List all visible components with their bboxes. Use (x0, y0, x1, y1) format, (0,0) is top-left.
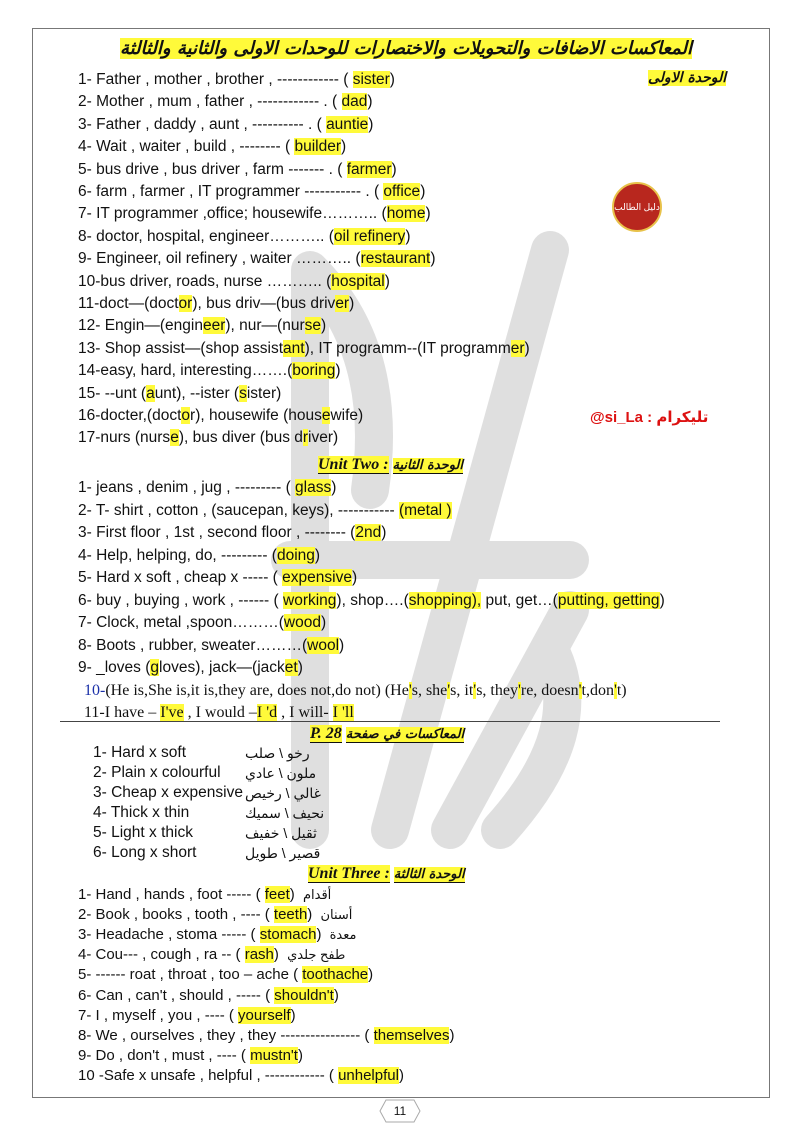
item-number: 9- (78, 1046, 92, 1064)
item-text: Headache , stoma ----- ( (91, 926, 260, 944)
item-number: 16- (78, 407, 101, 424)
item-text: ) (339, 636, 345, 654)
highlighted-answer: farmer (346, 160, 392, 178)
highlighted-answer: (metal ) (398, 501, 452, 519)
item-text: ) (391, 160, 397, 178)
highlighted-answer: shopping), (408, 591, 482, 609)
arabic-note: أسنان (320, 907, 353, 923)
item-number: 5- (78, 966, 92, 984)
list-item (78, 361, 341, 381)
highlighted-answer: feet (264, 886, 290, 903)
list-item (78, 92, 373, 112)
highlighted-answer: shouldn't (274, 986, 334, 1004)
highlighted-answer: glass (295, 479, 332, 496)
highlighted-answer: putting, getting (557, 591, 660, 609)
highlighted-answer: mustn't (250, 1046, 298, 1064)
item-text: ) (430, 250, 436, 268)
item-text: bus driver, roads, nurse ……….. ( (100, 272, 332, 290)
arabic-translation: رخو \ صلب (245, 745, 310, 761)
item-number: 6- (78, 183, 92, 200)
highlighted-answer: toothache (302, 966, 369, 984)
item-text: unt), --ister ( (154, 384, 240, 402)
opposite-item (93, 743, 310, 763)
arabic-translation: غالي \ رخيص (245, 785, 321, 801)
item-number: 5- (78, 160, 92, 178)
highlighted-answer: er (335, 295, 350, 312)
item-number: 2- (78, 93, 92, 111)
item-text: Hard x soft , cheap x ----- ( (91, 569, 283, 586)
list-item (78, 546, 320, 566)
item-number: 6- (93, 844, 107, 861)
highlighted-answer: working (283, 591, 337, 609)
item-number: 2- (93, 764, 107, 781)
item-number: 8- (78, 636, 92, 654)
item-number: 3- (93, 784, 107, 801)
item-text: T- shirt , cotton , (saucepan, keys), ----------- (91, 501, 399, 519)
highlighted-answer: boring (292, 362, 336, 380)
item-text: Boots , rubber, sweater………( (91, 636, 308, 654)
list-item (78, 613, 326, 633)
item-number: 4- (78, 546, 92, 564)
item-text: s, she (411, 682, 448, 699)
arabic-translation: قصير \ طويل (245, 845, 321, 861)
item-text: ) (384, 272, 390, 290)
highlighted-answer: sister (352, 71, 390, 88)
item-text: , I will- (277, 704, 333, 721)
list-item (78, 591, 665, 611)
highlighted-answer: or (178, 295, 193, 312)
list-item (78, 384, 281, 404)
unit-three-heading: Unit Three : الوحدة الثالثة (308, 865, 465, 882)
highlighted-answer: hospital (331, 272, 385, 290)
short-forms-line (84, 703, 354, 723)
item-text: Engineer, oil refinery , waiter ……….. ( (91, 250, 361, 268)
list-item (78, 905, 352, 925)
item-number: 1- (78, 479, 92, 496)
item-text: Hand , hands , foot ----- ( (91, 886, 265, 903)
item-text: _loves ( (91, 659, 151, 676)
list-item (78, 70, 395, 90)
item-text: ) (307, 906, 317, 924)
item-number: 7- (78, 205, 92, 223)
item-text: ) (420, 183, 426, 200)
item-text: buy , buying , work , ------ ( (91, 591, 283, 609)
list-item (78, 204, 431, 224)
item-text: easy, hard, interesting…….( (100, 362, 293, 380)
item-text: I have – (104, 704, 161, 721)
item-text: ) (320, 317, 327, 335)
highlighted-answer: g (150, 659, 160, 676)
item-text: Long x short (106, 844, 197, 861)
item-text: Book , books , tooth , ---- ( (91, 906, 274, 924)
item-number: 9- (78, 250, 92, 268)
highlighted-answer: ' (408, 682, 412, 699)
item-number: 2- (78, 501, 92, 519)
item-text: First floor , 1st , second floor , -------- ( (91, 524, 356, 541)
item-text: ), nur—(nur (225, 317, 305, 335)
item-number: 3- (78, 115, 92, 133)
item-text: ) (297, 659, 303, 676)
list-item (78, 1026, 454, 1046)
item-text: ) (331, 479, 337, 496)
opposite-item (93, 803, 325, 823)
highlighted-answer: doing (276, 546, 315, 564)
item-text: ) (290, 1006, 296, 1024)
arabic-translation: نحيف \ سميك (245, 805, 325, 821)
item-number: 17- (78, 429, 101, 447)
telegram-handle: @si_La : تليكرام (590, 409, 709, 426)
item-text: Do , don't , must , ---- ( (91, 1046, 251, 1064)
item-text: We , ourselves , they , they ---------------- ( (91, 1026, 374, 1044)
opposite-item (93, 763, 317, 783)
list-item (78, 523, 386, 543)
item-number: 5- (93, 824, 107, 841)
item-text: s, it (450, 682, 474, 699)
item-text: ister) (246, 384, 282, 402)
item-text: ) (368, 115, 374, 133)
highlighted-answer: wool (307, 636, 340, 654)
item-text: wife) (330, 407, 364, 424)
item-text: Cheap x expensive (106, 784, 243, 801)
arabic-translation: ملون \ عادي (245, 765, 317, 781)
highlighted-answer: I 'll (332, 704, 354, 721)
list-item (78, 658, 303, 678)
item-text: loves), jack—(jack (159, 659, 285, 676)
highlighted-answer: s (239, 384, 247, 402)
highlighted-answer: o (181, 407, 191, 424)
item-text: ) (297, 1046, 303, 1064)
list-item (78, 1066, 404, 1086)
highlighted-answer: themselves (373, 1026, 450, 1044)
item-text: jeans , denim , jug , --------- ( (91, 479, 296, 496)
item-text: ) (389, 71, 395, 88)
arabic-translation: ثقيل \ خفيف (245, 825, 317, 841)
item-text: s, they (476, 682, 518, 699)
item-number: 10- (78, 272, 101, 290)
item-text: ) (340, 138, 347, 156)
item-number: 6- (78, 591, 92, 609)
item-number: 3- (78, 926, 92, 944)
arabic-note: طفح جلدي (287, 947, 346, 963)
item-number: 5- (78, 569, 92, 586)
item-text: ) (316, 926, 326, 944)
list-item (78, 115, 373, 135)
item-text: ) (349, 295, 355, 312)
item-text: Father , mother , brother , ------------ ( (91, 71, 353, 88)
item-number: 7- (78, 1006, 92, 1024)
item-text: put, get…( (481, 591, 558, 609)
item-number: 3- (78, 524, 92, 541)
opposite-item (93, 843, 321, 863)
item-number: 1- (93, 744, 107, 761)
highlighted-answer: expensive (282, 569, 352, 586)
highlighted-answer: home (386, 205, 426, 223)
item-text: ), IT programm--(IT programm (304, 339, 511, 357)
opposite-item (93, 783, 321, 803)
item-number: 10 (78, 1066, 95, 1084)
item-text: (He is,She is,it is,they are, does not,do not) (He (105, 682, 409, 699)
highlighted-answer: a (146, 384, 155, 402)
list-item (78, 182, 425, 202)
highlighted-answer: I've (160, 704, 184, 721)
item-text: Mother , mum , father , ------------ . ( (91, 93, 342, 111)
item-text: ) (289, 886, 299, 903)
page-title: المعاكسات الاضافات والتحويلات والاختصارات للوحدات الاولى والثانية والثالثة (119, 38, 693, 59)
list-item (78, 925, 356, 945)
item-text: ) (425, 205, 431, 223)
item-text: Engin—(engin (100, 317, 203, 335)
list-item (78, 227, 411, 247)
item-number: 10- (84, 682, 106, 699)
item-number: 4- (78, 946, 92, 964)
list-item (78, 316, 326, 336)
highlighted-answer: ' (578, 682, 582, 699)
list-item (78, 986, 339, 1006)
item-text: Thick x thin (106, 804, 190, 821)
item-number: 6- (78, 986, 92, 1004)
list-item (78, 568, 357, 588)
item-number: 7- (78, 614, 92, 631)
highlighted-answer: se (304, 317, 321, 335)
item-text: ) (367, 93, 373, 111)
unit-two-heading: Unit Two : الوحدة الثانية (318, 456, 463, 473)
list-item (78, 160, 397, 180)
list-item (78, 501, 452, 521)
list-item (78, 249, 436, 269)
highlighted-answer: auntie (326, 115, 369, 133)
highlighted-answer: dad (341, 93, 368, 111)
item-text: Father , daddy , aunt , ---------- . ( (91, 115, 327, 133)
highlighted-answer: eer (202, 317, 226, 335)
highlighted-answer: ' (473, 682, 477, 699)
item-text: Cou--- , cough , ra -- ( (91, 946, 245, 964)
item-text: ), bus diver (bus d (178, 429, 303, 447)
item-text: ) (405, 227, 411, 245)
item-number: 14- (78, 362, 101, 380)
item-text: , I would – (183, 704, 257, 721)
list-item (78, 945, 345, 965)
opposites-heading: P. 28 المعاكسات في صفحة (310, 725, 465, 742)
item-number: 1- (78, 71, 92, 88)
list-item (78, 272, 390, 292)
item-number: 13- (78, 339, 101, 357)
item-text: ) (381, 524, 387, 541)
item-number: 8- (78, 1026, 92, 1044)
item-text: ) (524, 339, 530, 357)
highlighted-answer: yourself (238, 1006, 291, 1024)
item-text: IT programmer ,office; housewife……….. ( (91, 205, 387, 223)
list-item (78, 965, 373, 985)
item-text: doct—(doct (99, 295, 179, 312)
item-number: 11- (84, 704, 105, 721)
item-text: doctor, hospital, engineer……….. ( (91, 227, 334, 245)
highlighted-answer: e (321, 407, 331, 424)
item-text: I , myself , you , ---- ( (91, 1006, 239, 1024)
highlighted-answer: teeth (273, 906, 308, 924)
list-item (78, 885, 331, 905)
highlighted-answer: e (170, 429, 179, 447)
item-text: farm , farmer , IT programmer ----------- . ( (91, 183, 384, 200)
highlighted-answer: oil refinery (333, 227, 406, 245)
item-text: ------ roat , throat , too – ache ( (91, 966, 303, 984)
highlighted-answer: et (284, 659, 298, 676)
list-item (78, 294, 354, 314)
item-text: Wait , waiter , build , -------- ( (91, 138, 295, 156)
item-text: ), shop….( (336, 591, 409, 609)
item-text: iver) (308, 429, 339, 447)
opposite-item (93, 823, 317, 843)
item-text: Can , can't , should , ----- ( (91, 986, 275, 1004)
list-item (78, 636, 344, 656)
section-divider (60, 721, 720, 722)
item-text: ) (398, 1066, 404, 1084)
highlighted-answer: office (383, 183, 421, 200)
item-text: Light x thick (106, 824, 193, 841)
highlighted-answer: ant (283, 339, 305, 357)
item-number: 9- (78, 659, 92, 676)
unit-one-tag: الوحدة الاولى (648, 70, 727, 86)
item-text: --unt ( (100, 384, 147, 402)
item-text: re, doesn (520, 682, 579, 699)
highlighted-answer: stomach (259, 926, 317, 944)
item-text: ) (335, 362, 341, 380)
item-text: t) (616, 682, 627, 699)
item-text: ) (314, 546, 321, 564)
highlighted-answer: 2nd (355, 524, 382, 541)
list-item (78, 406, 363, 426)
item-number: 8- (78, 227, 92, 245)
highlighted-answer: I 'd (256, 704, 278, 721)
item-number: 15- (78, 384, 101, 402)
highlighted-answer: ' (517, 682, 521, 699)
item-text: nurs (nurs (100, 429, 171, 447)
highlighted-answer: r (302, 429, 309, 447)
list-item (78, 137, 346, 157)
arabic-note: معدة (329, 927, 357, 943)
item-text: t,don (581, 682, 614, 699)
page-number: 11 (376, 1096, 424, 1126)
item-text: docter,(doct (100, 407, 182, 424)
list-item (78, 428, 338, 448)
highlighted-answer: ' (447, 682, 451, 699)
item-number: 2- (78, 906, 92, 924)
item-text: Help, helping, do, --------- ( (91, 546, 277, 564)
item-text: ) (273, 946, 284, 964)
highlighted-answer: builder (294, 138, 341, 156)
item-text: ) (351, 569, 358, 586)
highlighted-answer: wood (283, 614, 321, 631)
contractions-line (84, 681, 627, 701)
arabic-note: أقدام (302, 887, 332, 902)
item-text: r), housewife (hous (190, 407, 322, 424)
item-text: Clock, metal ,spoon………( (91, 614, 284, 631)
item-number: 4- (78, 138, 92, 156)
item-text: ) (449, 1026, 455, 1044)
item-number: 4- (93, 804, 107, 821)
item-number: 1- (78, 886, 92, 903)
item-text: ) (659, 591, 665, 609)
item-text: ) (368, 966, 374, 984)
highlighted-answer: rash (244, 946, 274, 964)
highlighted-answer: er (510, 339, 525, 357)
item-number: 11- (78, 295, 100, 312)
highlighted-answer: ' (613, 682, 617, 699)
item-text: bus drive , bus driver , farm ------- . ( (91, 160, 347, 178)
item-text: ) (320, 614, 327, 631)
item-text: ) (333, 986, 339, 1004)
list-item (78, 478, 336, 498)
item-text: -Safe x unsafe , helpful , ------------ ( (94, 1066, 339, 1084)
item-text: Plain x colourful (106, 764, 221, 781)
list-item (78, 1046, 303, 1066)
item-text: Shop assist—(shop assist (100, 339, 284, 357)
logo: دليل الطالب (612, 182, 662, 232)
item-text: Hard x soft (106, 744, 187, 761)
highlighted-answer: restaurant (360, 250, 431, 268)
list-item (78, 1006, 296, 1026)
item-text: ), bus driv—(bus driv (192, 295, 336, 312)
highlighted-answer: unhelpful (338, 1066, 399, 1084)
list-item (78, 339, 530, 359)
item-number: 12- (78, 317, 101, 335)
